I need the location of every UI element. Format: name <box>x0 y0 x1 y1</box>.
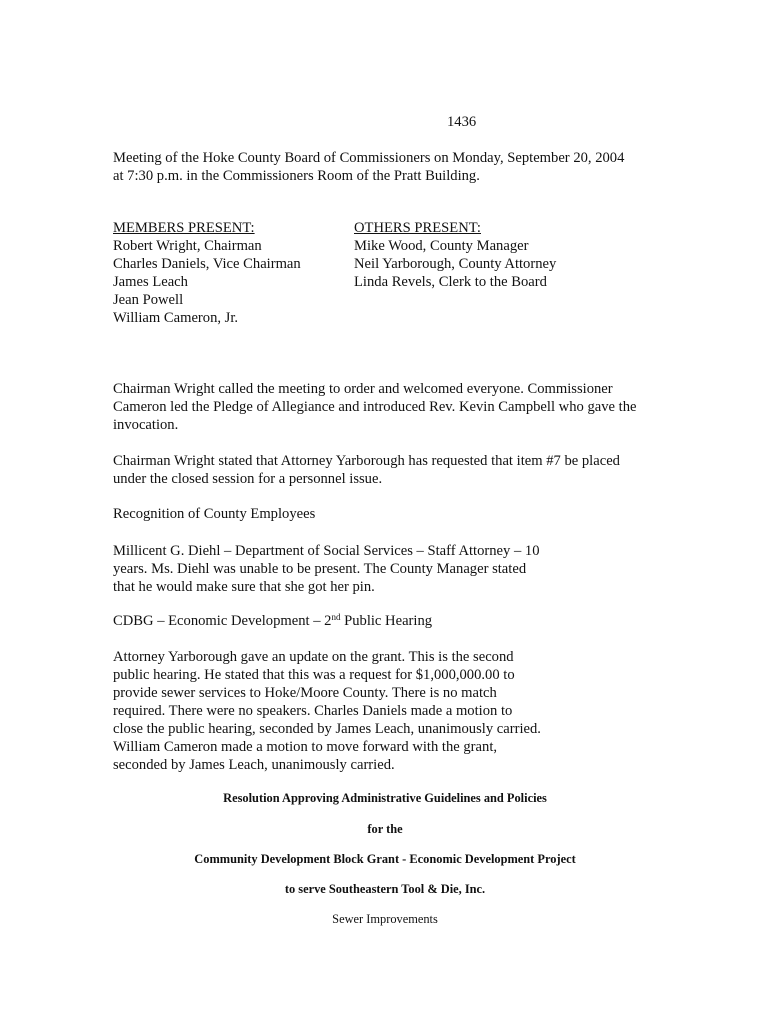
resolution-title-line: for the <box>367 822 403 836</box>
resolution-title-line: to serve Southeastern Tool & Die, Inc. <box>284 882 486 896</box>
cdbg-heading-superscript: nd <box>331 612 341 622</box>
paragraph-line: Cameron led the Pledge of Allegiance and introduced Rev. Kevin Campbell who gave the <box>113 399 637 415</box>
resolution-title-line: Resolution Approving Administrative Guidelines and Policies <box>223 791 547 805</box>
call-to-order-paragraph <box>113 380 636 434</box>
paragraph-line: under the closed session for a personnel issue. <box>113 471 383 487</box>
intro-line: Meeting of the Hoke County Board of Commissioners on Monday, September 20, 2004 <box>113 150 625 166</box>
paragraph-line: seconded by James Leach, unanimously carried. <box>113 757 395 773</box>
other-name: Linda Revels, Clerk to the Board <box>354 274 547 290</box>
paragraph-line: provide sewer services to Hoke/Moore County. There is no match <box>113 685 497 701</box>
closed-session-paragraph <box>113 452 620 488</box>
other-name: Neil Yarborough, County Attorney <box>354 256 557 272</box>
others-present-heading: OTHERS PRESENT: <box>354 220 481 236</box>
cdbg-heading-prefix: CDBG – Economic Development – 2 <box>113 613 332 629</box>
member-name: William Cameron, Jr. <box>113 310 239 326</box>
paragraph-line: close the public hearing, seconded by James Leach, unanimously carried. <box>113 721 541 737</box>
members-present-heading: MEMBERS PRESENT: <box>113 220 255 236</box>
other-name: Mike Wood, County Manager <box>354 238 529 254</box>
recognition-heading <box>113 505 315 523</box>
paragraph-line: required. There were no speakers. Charles Daniels made a motion to <box>113 703 513 719</box>
cdbg-heading <box>113 612 432 630</box>
member-name: Charles Daniels, Vice Chairman <box>113 256 301 272</box>
paragraph-line: public hearing. He stated that this was a request for $1,000,000.00 to <box>113 667 515 683</box>
paragraph-line: that he would make sure that she got her pin. <box>113 579 375 595</box>
diehl-paragraph <box>113 542 540 596</box>
resolution-title-line: Community Development Block Grant - Economic Development Project <box>194 852 576 866</box>
paragraph-line: Chairman Wright stated that Attorney Yarborough has requested that item #7 be placed <box>113 453 620 469</box>
cdbg-heading-suffix: Public Hearing <box>340 613 433 629</box>
paragraph-line: Attorney Yarborough gave an update on the grant. This is the second <box>113 649 514 665</box>
member-name: Jean Powell <box>113 292 184 308</box>
section-heading: Recognition of County Employees <box>113 506 316 522</box>
paragraph-line: Millicent G. Diehl – Department of Social Services – Staff Attorney – 10 <box>113 543 540 559</box>
paragraph-line: invocation. <box>113 417 179 433</box>
meeting-intro <box>113 149 624 185</box>
members-present-list <box>113 219 301 327</box>
member-name: James Leach <box>113 274 188 290</box>
member-name: Robert Wright, Chairman <box>113 238 262 254</box>
intro-line: at 7:30 p.m. in the Commissioners Room of the Pratt Building. <box>113 168 480 184</box>
paragraph-line: Chairman Wright called the meeting to order and welcomed everyone. Commissioner <box>113 381 613 397</box>
section-heading <box>113 612 432 630</box>
page-number: 1436 <box>447 114 477 130</box>
grant-update-paragraph <box>113 648 541 774</box>
paragraph-line: years. Ms. Diehl was unable to be present. The County Manager stated <box>113 561 527 577</box>
others-present-list <box>354 219 556 291</box>
resolution-subtitle: Sewer Improvements <box>332 912 438 926</box>
paragraph-line: William Cameron made a motion to move forward with the grant, <box>113 739 498 755</box>
